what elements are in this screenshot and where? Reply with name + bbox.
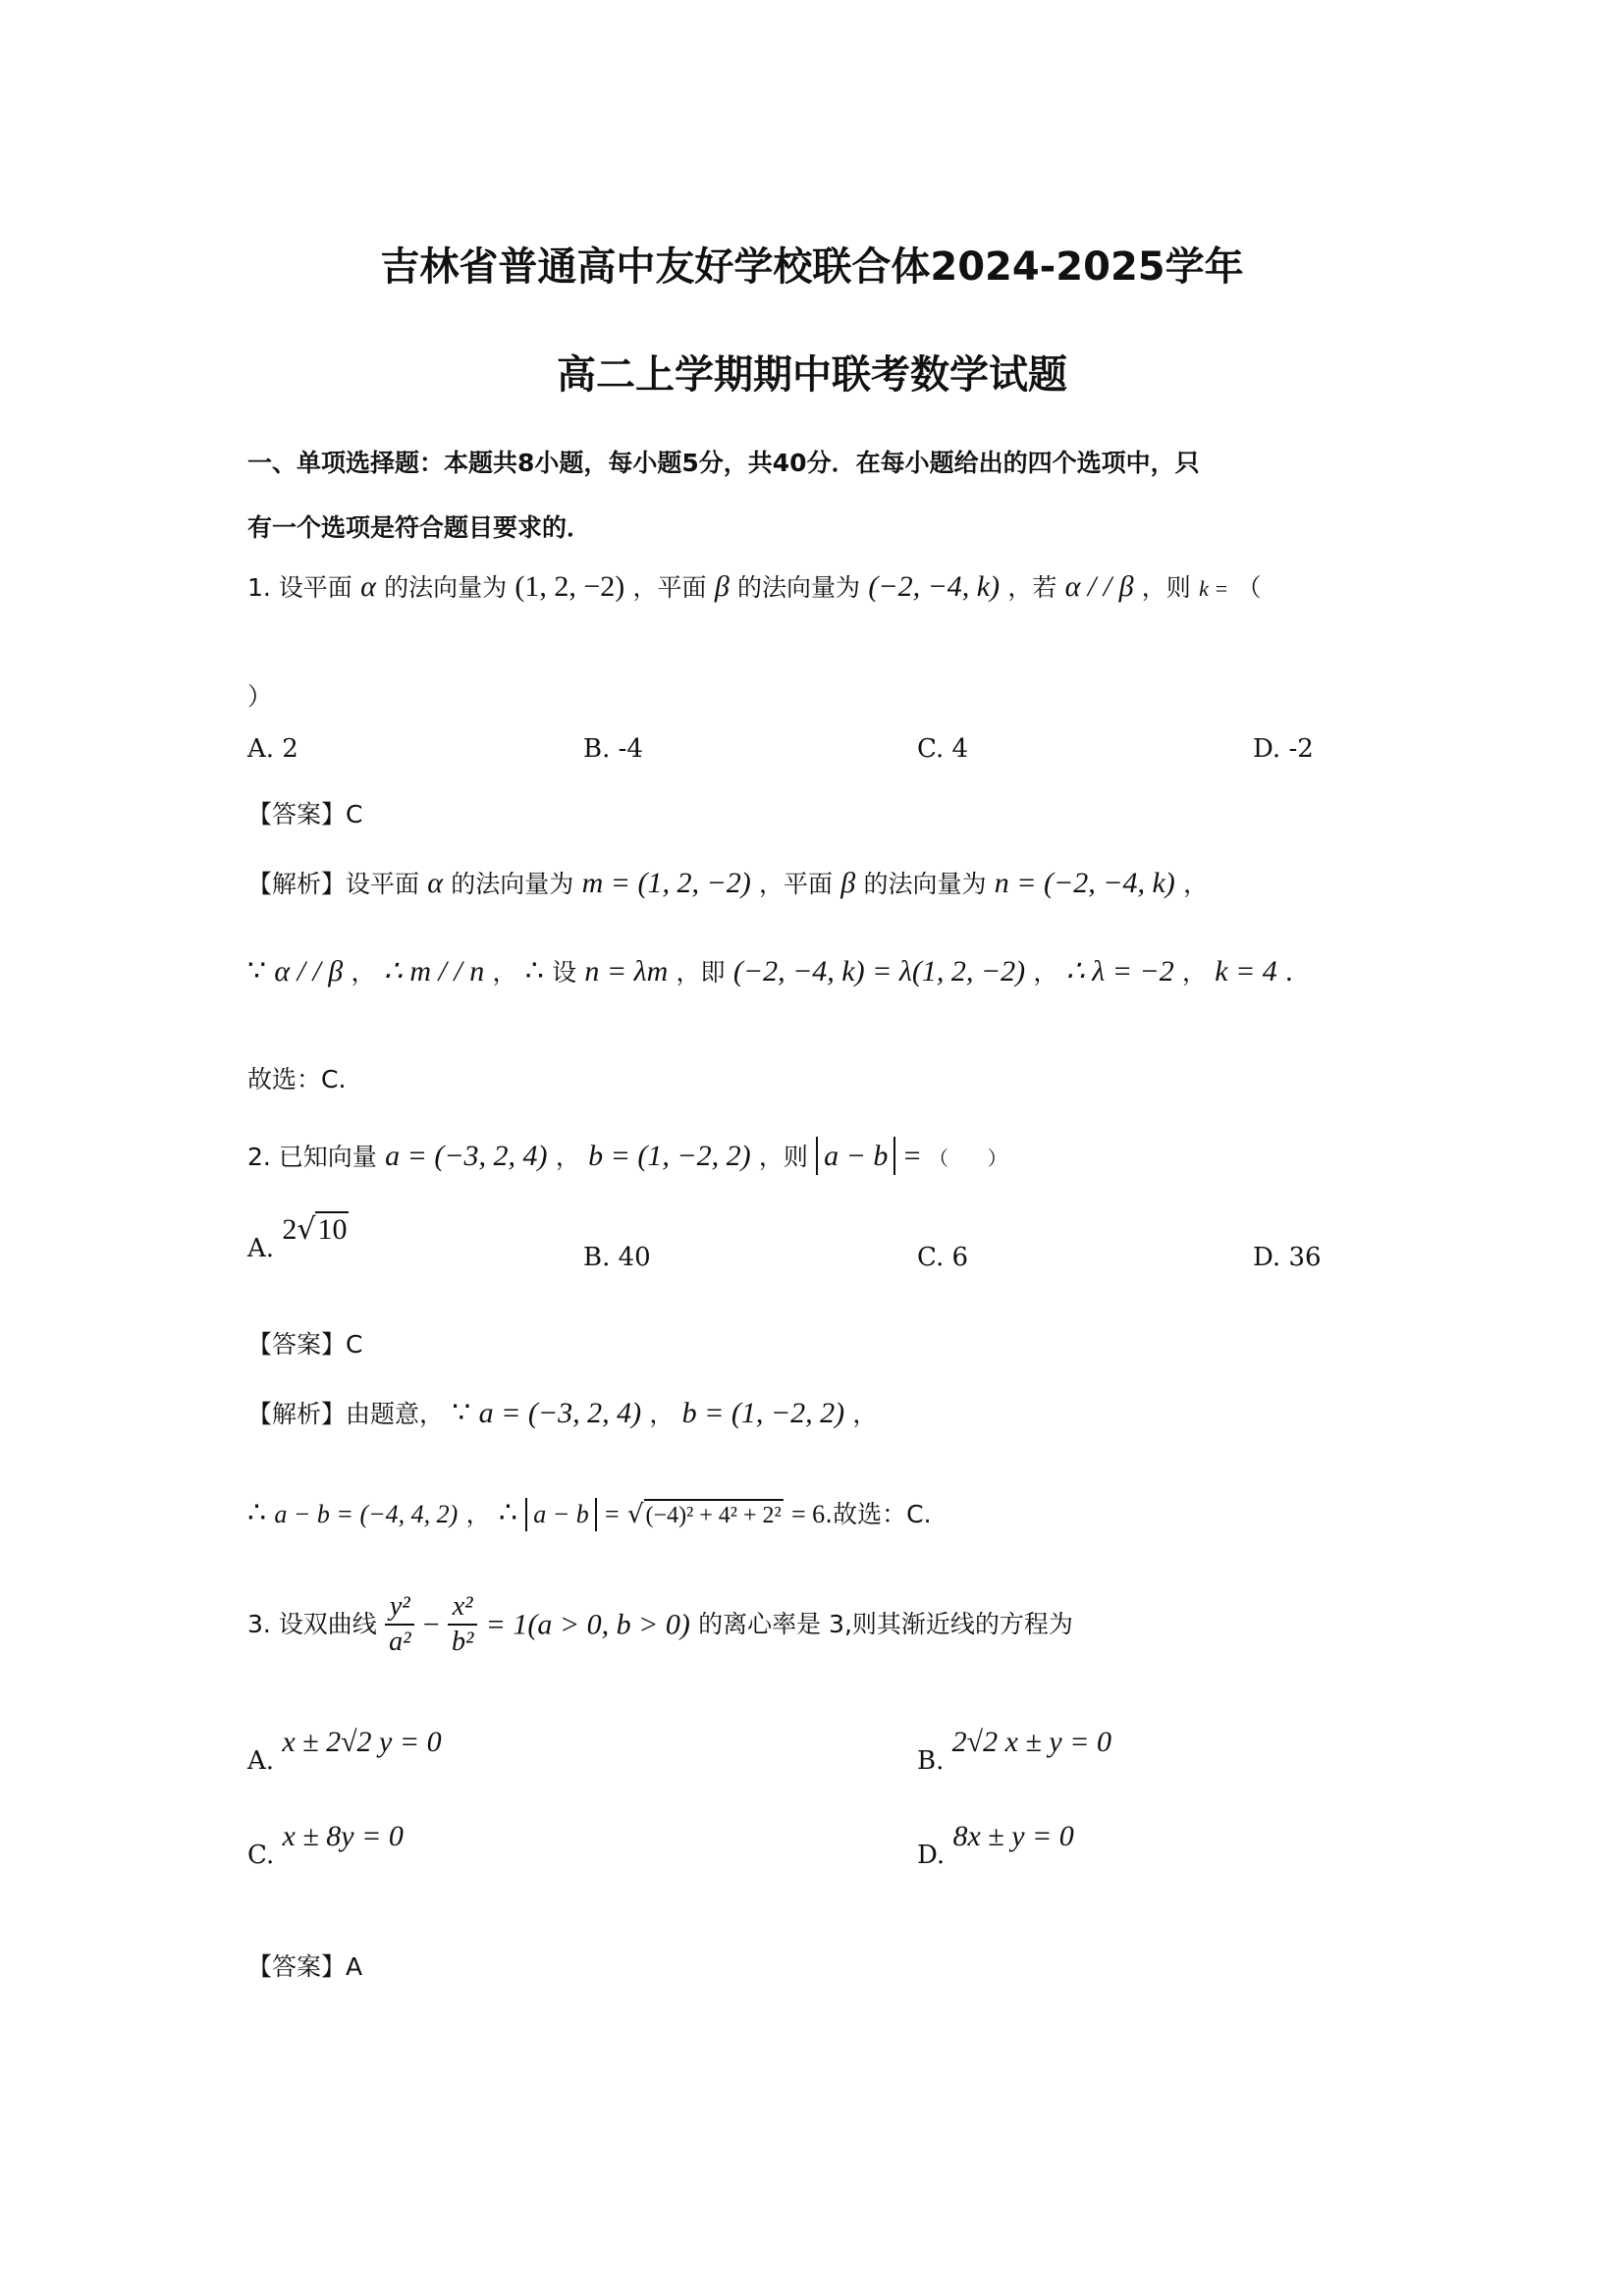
q1-line2-res2: k = 4: [1215, 955, 1277, 988]
question-1-stem: [247, 567, 1261, 606]
q3-option-b[interactable]: [917, 1726, 1111, 1777]
q1-paren-open: （: [1236, 573, 1262, 602]
sqrt-symbol: √: [626, 1500, 644, 1529]
q3-option-a-label: A.: [247, 1746, 275, 1776]
q2-option-a-label: A.: [247, 1234, 275, 1263]
q3-fraction-y: [385, 1590, 414, 1659]
q3-rhs: = 1(a > 0, b > 0): [485, 1608, 690, 1641]
sqrt-symbol: √: [297, 1212, 316, 1247]
q1-line2-dot: .: [1285, 955, 1293, 988]
q1-analysis-label: 【解析】设平面: [247, 870, 420, 898]
q2-line2-abs: a − b: [525, 1498, 597, 1531]
q1-analysis-text2: ，平面: [758, 870, 833, 898]
q2-line2-radicand: (−4)² + 4² + 2²: [644, 1499, 784, 1531]
q1-option-b[interactable]: B. -4: [583, 734, 643, 764]
q1-analysis-end: ，: [1183, 870, 1209, 898]
q1-text-then: ，则: [1141, 573, 1191, 602]
question-2-stem: [247, 1137, 1007, 1175]
q1-analysis-beta: β: [840, 867, 856, 899]
q1-line2-lambda: n = λm: [584, 955, 669, 988]
q3-option-b-label: B.: [917, 1746, 945, 1776]
q2-prefix: 2. 已知向量: [247, 1143, 377, 1171]
q2-option-a-value: [282, 1213, 349, 1246]
q2-analysis-sep: ，: [649, 1400, 675, 1428]
q2-line2-value: = 6: [791, 1500, 826, 1528]
exam-title-line2: 高二上学期期中联考数学试题: [557, 352, 1067, 398]
q2-option-a[interactable]: [247, 1212, 349, 1264]
q2-because-symbol: ∵: [452, 1397, 471, 1429]
q1-analysis-line2: [247, 952, 1293, 990]
q2-analysis-line1: [247, 1394, 877, 1432]
q2-analysis-end: ，: [852, 1400, 878, 1428]
q2-answer: 【答案】C: [247, 1330, 363, 1359]
q3-frac2-numerator: x²: [448, 1590, 477, 1626]
q2-therefore-symbol: ∴: [247, 1497, 267, 1529]
section-header-line2: 有一个选项是符合题目要求的．: [247, 513, 592, 542]
q1-line2-mn: ∴ m / / n: [383, 955, 485, 988]
q1-analysis-alpha: α: [427, 867, 444, 899]
q2-line2-sep: ，: [465, 1500, 491, 1528]
q2-abs-expression: a − b: [816, 1137, 895, 1175]
q3-option-a-expr: x ± 2√2 y = 0: [282, 1726, 442, 1758]
q1-conclusion: 故选：C.: [247, 1065, 347, 1094]
q2-text-then: ，则: [758, 1143, 808, 1171]
q1-paren-close: ）: [247, 682, 273, 711]
q1-vector-beta: (−2, −4, k): [868, 570, 1001, 603]
q3-frac2-denominator: b²: [451, 1627, 474, 1657]
q2-paren: （ ）: [928, 1147, 1007, 1170]
q1-line2-sep3: ，: [1033, 958, 1058, 987]
q1-k: k =: [1199, 576, 1229, 601]
q1-alpha: α: [360, 570, 376, 603]
q1-line2-she: 设: [552, 958, 577, 987]
q1-analysis-m: m = (1, 2, −2): [581, 867, 751, 899]
q3-fraction-x: [448, 1590, 477, 1659]
q2-analysis-a: a = (−3, 2, 4): [478, 1397, 642, 1429]
q1-text-if: ，若: [1007, 573, 1057, 602]
q2-option-b[interactable]: B. 40: [583, 1243, 651, 1272]
q1-line2-sep2: ，: [492, 958, 517, 987]
q1-vector-alpha: (1, 2, −2): [514, 570, 625, 603]
q1-text-normal-vector-2: 的法向量为: [737, 573, 861, 602]
q1-option-c[interactable]: C. 4: [917, 734, 969, 764]
q2-option-a-coef: 2: [282, 1213, 298, 1246]
q1-text-normal-vector: 的法向量为: [384, 573, 508, 602]
q1-analysis-text3: 的法向量为: [863, 870, 987, 898]
q1-answer: 【答案】C: [247, 800, 363, 828]
q1-line2-eq: (−2, −4, k) = λ(1, 2, −2): [732, 955, 1026, 988]
q1-beta: β: [714, 570, 730, 603]
q1-text-plane: ，平面: [632, 573, 707, 602]
q3-frac1-denominator: a²: [389, 1627, 411, 1657]
q1-analysis-text1: 的法向量为: [451, 870, 574, 898]
q3-option-d-expr: 8x ± y = 0: [952, 1820, 1074, 1852]
q1-line2-cond: α / / β: [274, 955, 344, 988]
q3-answer: 【答案】A: [247, 1952, 363, 1981]
q2-vector-b: b = (1, −2, 2): [588, 1140, 751, 1172]
q2-therefore-symbol-2: ∴: [498, 1497, 517, 1529]
q3-prefix: 3. 设双曲线: [247, 1609, 377, 1638]
q1-line2-sep1: ，: [351, 958, 376, 987]
q2-sep1: ，: [555, 1143, 580, 1171]
q2-line2-diff: a − b = (−4, 4, 2): [274, 1500, 459, 1528]
q3-option-d-label: D.: [917, 1841, 946, 1870]
q2-analysis-label: 【解析】由题意，: [247, 1400, 445, 1428]
q2-line2-eq: =: [605, 1500, 620, 1528]
q2-option-c[interactable]: C. 6: [917, 1243, 969, 1272]
q1-therefore-symbol: ∴: [524, 955, 544, 988]
q1-line2-res1: ∴ λ = −2: [1065, 955, 1174, 988]
q3-minus: −: [422, 1608, 440, 1641]
q2-vector-a: a = (−3, 2, 4): [385, 1140, 548, 1172]
q3-option-a[interactable]: [247, 1726, 442, 1777]
exam-title-line1: 吉林省普通高中友好学校联合体2024-2025学年: [380, 244, 1244, 290]
q1-analysis-line1: [247, 864, 1208, 902]
q1-option-a[interactable]: A. 2: [247, 734, 298, 764]
q2-option-a-radicand: 10: [317, 1213, 348, 1246]
q3-option-c[interactable]: [247, 1820, 404, 1871]
q1-line2-ji: ，即: [676, 958, 726, 987]
q1-analysis-n: n = (−2, −4, k): [994, 867, 1175, 899]
q1-option-d[interactable]: D. -2: [1253, 734, 1314, 764]
q2-analysis-line2: [247, 1494, 932, 1532]
question-3-stem: [247, 1590, 1073, 1659]
q3-option-c-expr: x ± 8y = 0: [282, 1820, 404, 1852]
q3-frac1-numerator: y²: [385, 1590, 414, 1626]
q3-option-d[interactable]: [917, 1820, 1074, 1871]
q1-line2-sep4: ，: [1181, 958, 1207, 987]
q3-suffix: 的离心率是 3,则其渐近线的方程为: [698, 1609, 1073, 1638]
q1-because-symbol: ∵: [247, 955, 267, 988]
q2-analysis-b: b = (1, −2, 2): [681, 1397, 845, 1429]
q2-equals: =: [903, 1140, 921, 1172]
q2-line2-end: .故选：C.: [825, 1500, 932, 1528]
section-header-line1: 一、单项选择题：本题共8小题，每小题5分，共40分．在每小题给出的四个选项中，只: [247, 449, 1200, 477]
q1-prefix: 1. 设平面: [247, 573, 352, 602]
q3-option-b-expr: 2√2 x ± y = 0: [951, 1726, 1111, 1758]
q1-parallel-condition: α / / β: [1064, 570, 1134, 603]
q3-option-c-label: C.: [247, 1841, 275, 1870]
q2-option-d[interactable]: D. 36: [1253, 1243, 1322, 1272]
